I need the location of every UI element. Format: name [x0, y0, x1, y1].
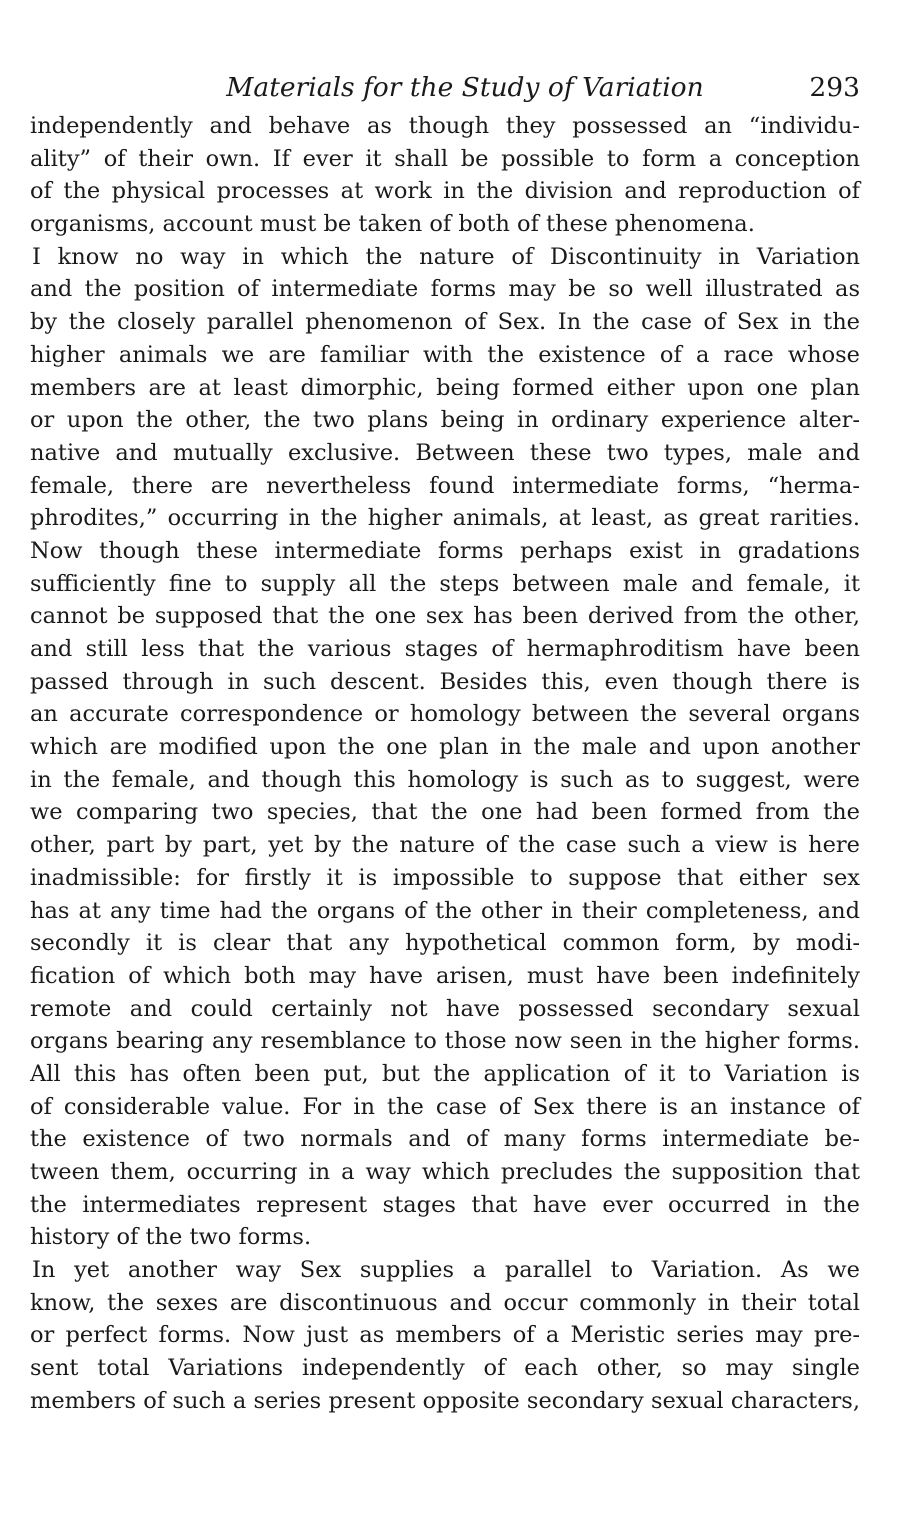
text-line: tween them, occurring in a way which precludes the supposition that — [30, 1159, 860, 1185]
text-line: other, part by part, yet by the nature of the case such a view is here — [30, 832, 860, 859]
text-line: history of the two forms. — [30, 1224, 312, 1251]
text-line: independently and behave as though they possessed an “individu- — [30, 113, 860, 139]
book-page — [30, 66, 860, 1418]
text-line: In yet another way Sex supplies a parallel to Variation. As we — [32, 1257, 860, 1284]
text-line: higher animals we are familiar with the existence of a race whose — [30, 341, 860, 368]
text-line: All this has often been put, but the application of it to Variation is — [30, 1060, 860, 1087]
text-line: which are modified upon the one plan in the male and upon another — [30, 734, 860, 761]
text-line: female, there are nevertheless found intermediate forms, “herma- — [30, 472, 860, 499]
text-line: know, the sexes are discontinuous and occur commonly in their total — [30, 1289, 860, 1316]
text-line: inadmissible: for firstly it is impossible to suppose that either sex — [30, 864, 860, 891]
text-line: by the closely parallel phenomenon of Sex. In the case of Sex in the — [30, 309, 860, 336]
text-line: fication of which both may have arisen, must have been indefinitely — [30, 962, 860, 989]
text-line: ality” of their own. If ever it shall be possible to form a conception — [30, 145, 860, 172]
text-line: members are at least dimorphic, being formed either upon one plan — [30, 374, 860, 401]
text-line: I know no way in which the nature of Discontinuity in Variation — [32, 243, 860, 270]
text-line: sufficiently fine to supply all the steps between male and female, it — [30, 570, 860, 597]
text-line: and the position of intermediate forms may be so well illustrated as — [30, 276, 860, 303]
text-line: members of such a series present opposite secondary sexual characters, — [30, 1387, 860, 1414]
text-line: or upon the other, the two plans being in ordinary experience alter- — [30, 407, 860, 434]
text-line: the existence of two normals and of many forms intermediate be- — [30, 1126, 860, 1153]
text-line: of considerable value. For in the case of Sex there is an instance of — [30, 1093, 860, 1120]
text-line: cannot be supposed that the one sex has been derived from the other, — [30, 603, 860, 630]
page-number: 293 — [809, 72, 860, 103]
text-line: organisms, account must be taken of both of these phenomena. — [30, 211, 755, 238]
text-line: has at any time had the organs of the other in their completeness, and — [30, 897, 860, 924]
text-line: and still less that the various stages of hermaphroditism have been — [30, 636, 860, 662]
text-line: an accurate correspondence or homology between the several organs — [30, 701, 860, 728]
running-title: Materials for the Study of Variation — [226, 72, 704, 103]
text-line: passed through in such descent. Besides this, even though there is — [30, 668, 860, 695]
text-line: organs bearing any resemblance to those now seen in the higher forms. — [30, 1028, 860, 1055]
body-text — [30, 110, 860, 1418]
text-line: the intermediates represent stages that have ever occurred in the — [30, 1191, 860, 1218]
text-line: or perfect forms. Now just as members of a Meristic series may pre- — [30, 1322, 860, 1349]
text-line: in the female, and though this homology is such as to suggest, were — [30, 766, 860, 793]
text-line: Now though these intermediate forms perhaps exist in gradations — [30, 537, 860, 564]
text-line: phrodites,” occurring in the higher animals, at least, as great rarities. — [30, 505, 860, 532]
text-line: secondly it is clear that any hypothetical common form, by modi- — [30, 930, 860, 957]
running-header — [30, 66, 860, 110]
text-line: of the physical processes at work in the division and reproduction of — [30, 178, 860, 205]
text-line: we comparing two species, that the one had been formed from the — [30, 799, 860, 826]
text-line: native and mutually exclusive. Between these two types, male and — [30, 439, 860, 466]
text-line: remote and could certainly not have possessed secondary sexual — [30, 995, 860, 1022]
text-line: sent total Variations independently of each other, so may single — [30, 1355, 860, 1382]
